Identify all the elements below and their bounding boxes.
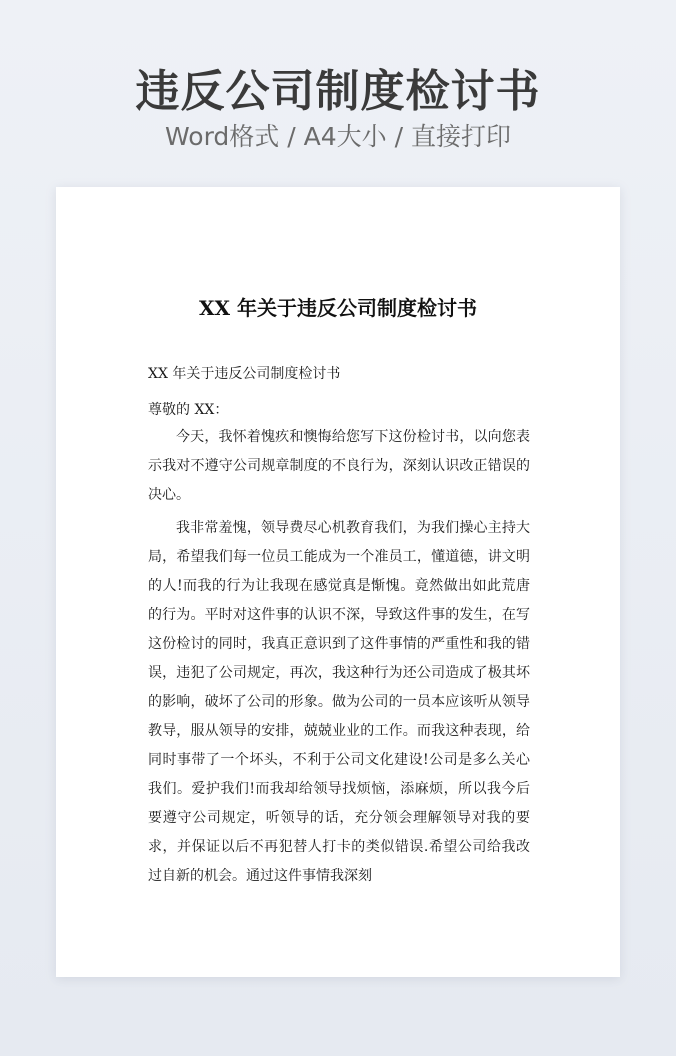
document-page (56, 187, 620, 977)
page-subtitle: Word格式 / A4大小 / 直接打印 (165, 122, 511, 151)
page-title: 违反公司制度检讨书 (135, 66, 541, 117)
document-title: XX 年关于违反公司制度检讨书 (199, 296, 477, 320)
document-paragraph: 今天，我怀着愧疚和懊悔给您写下这份检讨书，以向您表示我对不遵守公司规章制度的不良行为，深刻认识改正错误的决心。 (148, 429, 530, 503)
document-subtitle: XX 年关于违反公司制度检讨书 (148, 366, 341, 382)
document-paragraph: 我非常羞愧，领导费尽心机教育我们，为我们操心主持大局，希望我们每一位员工能成为一个准员工，懂道德，讲文明的人!而我的行为让我现在感觉真是惭愧。竟然做出如此荒唐的行为。平时对这件事的认识不深，导致这件事的发生，在写这份检讨的同时，我真正意识到了这件事情的严重性和我的错误，违犯了公司规定，再次，我这种行为还公司造成了极其坏的影响，破坏了公司的形象。做为公司的一员本应该听从领导教导，服从领导的安排，兢兢业业的工作。而我这种表现，给同时事带了一个坏头，不利于公司文化建设!公司是多么关心我们。爱护我们!而我却给领导找烦恼，添麻烦，所以我今后要遵守公司规定，听领导的话，充分领会理解领导对我的要求，并保证以后不再犯替人打卡的类似错误.希望公司给我改过自新的机会。通过这件事情我深刻 (148, 520, 530, 884)
document-salutation: 尊敬的 XX： (148, 402, 229, 418)
document-body (148, 361, 530, 895)
